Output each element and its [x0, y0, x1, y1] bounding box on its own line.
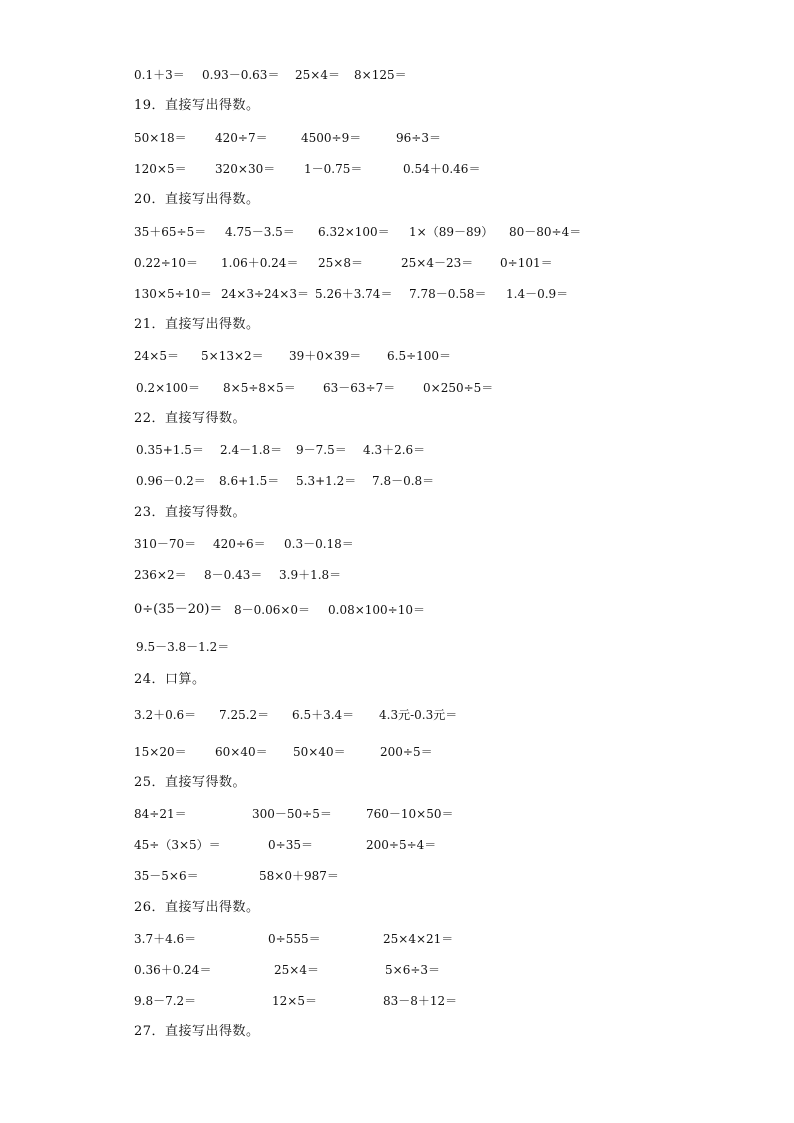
question-heading-20 [0, 191, 794, 209]
question-heading: 24．口算。 [134, 672, 206, 687]
question-heading-22 [0, 410, 794, 428]
problem: 8－0.43＝ [204, 568, 263, 582]
problem: 45÷（3×5）＝ [134, 838, 221, 852]
problem: 8×125＝ [354, 68, 407, 82]
problem: 25×4－23＝ [401, 256, 474, 270]
problem: 60×40＝ [215, 745, 268, 759]
problem-row [0, 836, 794, 854]
problem: 0÷555＝ [268, 932, 321, 946]
problem: 39＋0×39＝ [289, 349, 362, 363]
problem: 58×0＋987＝ [259, 869, 339, 883]
question-heading: 27．直接写出得数。 [134, 1024, 260, 1039]
problem-row [0, 472, 794, 490]
problem: 5×13×2＝ [201, 349, 264, 363]
problem-row [0, 285, 794, 303]
question-heading: 19．直接写出得数。 [134, 98, 260, 113]
question-heading: 23．直接写得数。 [134, 505, 247, 520]
problem: 35－5×6＝ [134, 869, 199, 883]
problem: 0.54＋0.46＝ [403, 162, 481, 176]
problem: 50×40＝ [293, 745, 346, 759]
problem: 4.75－3.5＝ [225, 225, 295, 239]
problem-row [0, 867, 794, 885]
problem: 0.1＋3＝ [134, 68, 185, 82]
problem: 6.32×100＝ [318, 225, 390, 239]
problem: 25×4＝ [295, 68, 340, 82]
problem-row [0, 805, 794, 823]
problem: 8.6+1.5＝ [219, 474, 280, 488]
problem: 130×5÷10＝ [134, 287, 212, 301]
problem-row [0, 66, 794, 84]
problem: 8－0.06×0＝ [234, 603, 311, 617]
problem: 5.3+1.2＝ [296, 474, 357, 488]
problem: 15×20＝ [134, 745, 187, 759]
question-heading-27 [0, 1023, 794, 1041]
problem: 0.35+1.5＝ [136, 443, 204, 457]
problem-row [0, 930, 794, 948]
problem: 4500÷9＝ [301, 131, 362, 145]
question-heading: 20．直接写出得数。 [134, 192, 260, 207]
problem: 24×5＝ [134, 349, 179, 363]
problem: 1×（89－89） [409, 225, 494, 239]
problem: 6.5＋3.4＝ [292, 708, 355, 722]
problem: 0.36＋0.24＝ [134, 963, 212, 977]
problem: 200÷5÷4＝ [366, 838, 437, 852]
problem: 50×18＝ [134, 131, 187, 145]
problem-row [0, 347, 794, 365]
problem: 320×30＝ [215, 162, 276, 176]
problem: 236×2＝ [134, 568, 187, 582]
problem: 420÷6＝ [213, 537, 266, 551]
problem-row [0, 535, 794, 553]
problem: 0×250÷5＝ [423, 381, 494, 395]
problem: 3.7＋4.6＝ [134, 932, 197, 946]
problem-row [0, 129, 794, 147]
problem: 0÷(35－20)＝ [134, 602, 223, 617]
problem: 1－0.75＝ [304, 162, 363, 176]
question-heading-19 [0, 97, 794, 115]
problem: 0.2×100＝ [136, 381, 201, 395]
question-heading: 25．直接写得数。 [134, 775, 247, 790]
problem: 420÷7＝ [215, 131, 268, 145]
problem: 5.26＋3.74＝ [315, 287, 393, 301]
problem: 3.9＋1.8＝ [279, 568, 342, 582]
problem: 6.5÷100＝ [387, 349, 452, 363]
problem-row [0, 379, 794, 397]
problem: 0.3－0.18＝ [284, 537, 354, 551]
problem: 8×5÷8×5＝ [223, 381, 296, 395]
problem: 96÷3＝ [396, 131, 441, 145]
problem: 9.8－7.2＝ [134, 994, 197, 1008]
problem-row [0, 160, 794, 178]
problem: 25×4×21＝ [383, 932, 454, 946]
problem: 83－8＋12＝ [383, 994, 458, 1008]
question-heading-23 [0, 504, 794, 522]
problem: 2.4－1.8＝ [220, 443, 283, 457]
problem-row [0, 223, 794, 241]
problem-row [0, 706, 794, 724]
problem-row [0, 992, 794, 1010]
problem-row [0, 441, 794, 459]
problem: 120×5＝ [134, 162, 187, 176]
problem: 4.3＋2.6＝ [363, 443, 426, 457]
question-heading-21 [0, 316, 794, 334]
problem: 0÷35＝ [268, 838, 313, 852]
problem: 7.78－0.58＝ [409, 287, 487, 301]
problem: 84÷21＝ [134, 807, 187, 821]
problem: 0.08×100÷10＝ [328, 603, 426, 617]
problem: 0÷101＝ [500, 256, 553, 270]
problem: 0.96－0.2＝ [136, 474, 206, 488]
problem: 9－7.5＝ [296, 443, 347, 457]
problem: 760－10×50＝ [366, 807, 454, 821]
problem: 200÷5＝ [380, 745, 433, 759]
problem: 35＋65÷5＝ [134, 225, 207, 239]
problem: 25×8＝ [318, 256, 363, 270]
question-heading: 21．直接写出得数。 [134, 317, 260, 332]
problem-row [0, 961, 794, 979]
problem: 63－63÷7＝ [323, 381, 396, 395]
problem: 12×5＝ [272, 994, 317, 1008]
problem: 80－80÷4＝ [509, 225, 582, 239]
question-heading-24 [0, 671, 794, 689]
problem-row [0, 254, 794, 272]
problem: 4.3元-0.3元＝ [379, 708, 458, 722]
problem-row [0, 743, 794, 761]
problem-row [0, 601, 794, 619]
problem: 3.2＋0.6＝ [134, 708, 197, 722]
problem: 7.25.2＝ [219, 708, 270, 722]
problem: 300－50÷5＝ [252, 807, 332, 821]
question-heading: 22．直接写得数。 [134, 411, 247, 426]
problem: 25×4＝ [274, 963, 319, 977]
problem: 1.4－0.9＝ [506, 287, 569, 301]
problem: 0.93－0.63＝ [202, 68, 280, 82]
problem-row [0, 638, 794, 656]
question-heading-25 [0, 774, 794, 792]
problem: 310－70＝ [134, 537, 197, 551]
problem: 7.8－0.8＝ [372, 474, 435, 488]
question-heading: 26．直接写出得数。 [134, 900, 260, 915]
question-heading-26 [0, 899, 794, 917]
problem-row [0, 566, 794, 584]
problem: 5×6÷3＝ [385, 963, 441, 977]
problem: 1.06＋0.24＝ [221, 256, 299, 270]
problem: 0.22÷10＝ [134, 256, 199, 270]
problem: 24×3÷24×3＝ [221, 287, 309, 301]
problem: 9.5－3.8－1.2＝ [136, 640, 230, 654]
